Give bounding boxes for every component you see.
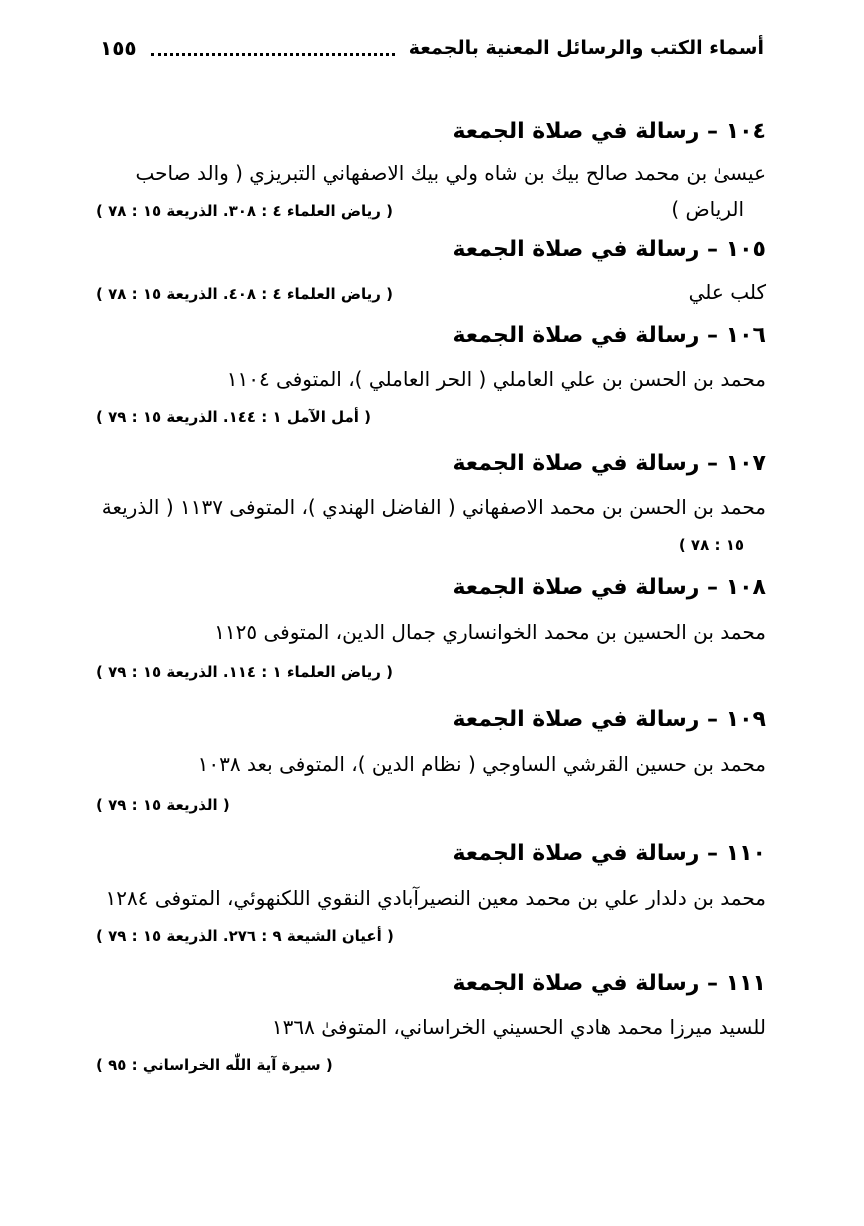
entry-108 bbox=[96, 568, 766, 688]
entry-author: محمد بن الحسين بن محمد الخوانساري جمال الدين، المتوفى ١١٢٥ bbox=[214, 620, 766, 644]
entry-source: ( أمل الآمل ١ : ١٤٤. الذريعة ١٥ : ٧٩ ) bbox=[96, 408, 371, 426]
header-dotted-leader bbox=[151, 53, 395, 56]
entry-heading: ١٠٧ – رسالة في صلاة الجمعة bbox=[452, 451, 766, 476]
entry-heading: ١١٠ – رسالة في صلاة الجمعة bbox=[452, 841, 766, 866]
entry-source: ( رياض العلماء ١ : ١١٤. الذريعة ١٥ : ٧٩ ) bbox=[96, 663, 393, 681]
entry-source: ( أعيان الشيعة ٩ : ٢٧٦. الذريعة ١٥ : ٧٩ ) bbox=[96, 927, 394, 945]
entry-source: ( الذريعة ١٥ : ٧٩ ) bbox=[96, 796, 230, 814]
entry-author: كلب علي bbox=[688, 280, 766, 304]
entry-110 bbox=[96, 834, 766, 950]
entries-list bbox=[96, 112, 766, 1080]
entry-heading: ١٠٩ – رسالة في صلاة الجمعة bbox=[452, 707, 766, 732]
entry-heading: ١٠٥ – رسالة في صلاة الجمعة bbox=[452, 237, 766, 262]
entry-104 bbox=[96, 112, 766, 226]
entry-author-source-row bbox=[96, 270, 766, 316]
entry-author: للسيد ميرزا محمد هادي الحسيني الخراساني، المتوفىٰ ١٣٦٨ bbox=[271, 1015, 766, 1039]
entry-author: عيسىٰ بن محمد صالح بيك بن شاه ولي بيك الاصفهاني التبريزي ( والد صاحب bbox=[135, 161, 766, 185]
running-header-title: أسماء الكتب والرسائل المعنية بالجمعة bbox=[408, 37, 764, 59]
entry-111 bbox=[96, 964, 766, 1080]
entry-author: محمد بن الحسن بن محمد الاصفهاني ( الفاضل الهندي )، المتوفى ١١٣٧ ( الذريعة bbox=[101, 495, 766, 519]
entry-heading: ١٠٤ – رسالة في صلاة الجمعة bbox=[452, 119, 766, 144]
entry-author: محمد بن دلدار علي بن محمد معين النصيرآبادي النقوي اللكنهوئي، المتوفى ١٢٨٤ bbox=[105, 886, 766, 910]
entry-author-continuation: الرياض ) bbox=[671, 197, 744, 221]
entry-heading: ١١١ – رسالة في صلاة الجمعة bbox=[452, 971, 766, 996]
entry-107 bbox=[96, 444, 766, 560]
entry-author: محمد بن الحسن بن علي العاملي ( الحر العاملي )، المتوفى ١١٠٤ bbox=[226, 367, 766, 391]
entry-105 bbox=[96, 230, 766, 316]
running-header bbox=[100, 30, 764, 66]
entry-source: ( رياض العلماء ٤ : ٣٠٨. الذريعة ١٥ : ٧٨ ) bbox=[96, 202, 393, 220]
entry-source: ( سيرة آية اللّٰه الخراساني : ٩٥ ) bbox=[96, 1056, 333, 1074]
entry-author-source-row bbox=[96, 194, 766, 226]
entry-106 bbox=[96, 316, 766, 432]
entry-author: محمد بن حسين القرشي الساوجي ( نظام الدين )، المتوفى بعد ١٠٣٨ bbox=[197, 752, 766, 776]
entry-109 bbox=[96, 700, 766, 822]
entry-heading: ١٠٨ – رسالة في صلاة الجمعة bbox=[452, 575, 766, 600]
page-number: ١٥٥ bbox=[100, 36, 137, 60]
entry-source: ( رياض العلماء ٤ : ٤٠٨. الذريعة ١٥ : ٧٨ ) bbox=[96, 285, 393, 303]
entry-author-continuation: ١٥ : ٧٨ ) bbox=[678, 536, 744, 554]
entry-heading: ١٠٦ – رسالة في صلاة الجمعة bbox=[452, 323, 766, 348]
